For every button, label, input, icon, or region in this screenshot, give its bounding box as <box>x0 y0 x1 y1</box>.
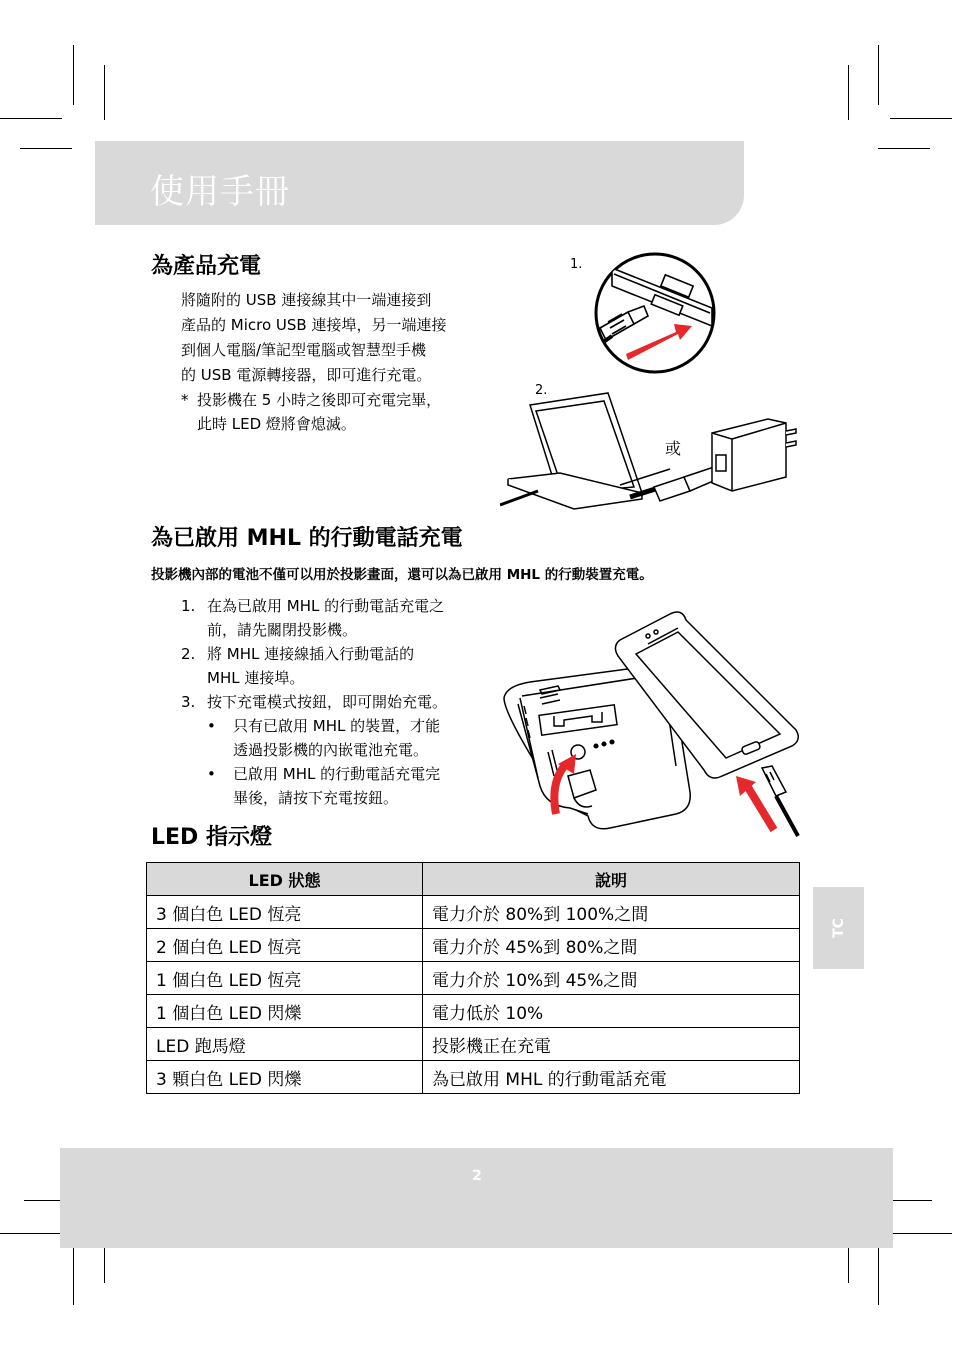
table-cell: 為已啟用 MHL 的行動電話充電 <box>423 1061 800 1094</box>
crop-mark <box>0 118 62 119</box>
crop-mark <box>73 1245 74 1305</box>
table-cell: 電力介於 80%到 100%之間 <box>423 896 800 929</box>
table-cell: 1 個白色 LED 閃爍 <box>147 995 423 1028</box>
figure-label-2: 2. <box>535 383 548 398</box>
page-number: 2 <box>472 1168 482 1184</box>
crop-mark <box>0 1233 62 1234</box>
crop-mark <box>20 148 72 149</box>
list-item: 1. 在為已啟用 MHL 的行動電話充電之 前，請先關閉投影機。 <box>181 597 445 639</box>
table-cell: LED 跑馬燈 <box>147 1028 423 1061</box>
table-row <box>147 995 800 1028</box>
red-arrow-icon <box>746 784 774 830</box>
paragraph-line: 將隨附的 USB 連接線其中一端連接到 <box>181 291 432 309</box>
charge-paragraph <box>181 288 481 388</box>
crop-mark <box>104 65 105 120</box>
crop-mark <box>878 45 879 105</box>
paragraph-line: 的 USB 電源轉接器，即可進行充電。 <box>181 366 432 384</box>
mhl-charge-figure <box>500 606 806 838</box>
language-tab-label: TC <box>830 918 847 938</box>
crop-mark <box>890 1233 952 1234</box>
laptop-adapter-figure <box>500 385 800 510</box>
table-cell: 3 顆白色 LED 閃爍 <box>147 1061 423 1094</box>
section-heading-charge: 為產品充電 <box>151 254 262 279</box>
paragraph-line: 產品的 Micro USB 連接埠，另一端連接 <box>181 316 447 334</box>
footer-band <box>60 1148 893 1248</box>
list-item: • 已啟用 MHL 的行動電話充電完 畢後，請按下充電按鈕。 <box>207 765 441 807</box>
note-asterisk: * <box>181 391 189 409</box>
crop-mark <box>878 1245 879 1305</box>
table-cell: 2 個白色 LED 恆亮 <box>147 929 423 962</box>
page-title: 使用手冊 <box>150 172 290 212</box>
note-line: 投影機在 5 小時之後即可充電完畢， <box>197 391 442 409</box>
table-cell: 1 個白色 LED 恆亮 <box>147 962 423 995</box>
section-heading-mhl: 為已啟用 MHL 的行動電話充電 <box>151 526 463 551</box>
mhl-lead: 投影機內部的電池不僅可以用於投影畫面，還可以為已啟用 MHL 的行動裝置充電。 <box>151 567 653 583</box>
usb-connect-figure <box>592 250 718 376</box>
table-cell: 電力介於 10%到 45%之間 <box>423 962 800 995</box>
table-cell: 3 個白色 LED 恆亮 <box>147 896 423 929</box>
language-tab <box>813 887 864 969</box>
crop-mark <box>848 65 849 120</box>
note-line: 此時 LED 燈將會熄滅。 <box>197 415 356 433</box>
crop-mark <box>73 45 74 105</box>
table-cell: 投影機正在充電 <box>423 1028 800 1061</box>
table-row <box>147 929 800 962</box>
column-header: LED 狀態 <box>147 863 423 896</box>
mhl-steps <box>181 594 481 810</box>
figure-label-1: 1. <box>570 257 583 272</box>
table-row <box>147 962 800 995</box>
list-item: 3. 按下充電模式按鈕，即可開始充電。 • 只有已啟用 MHL 的裝置，才能 透過投影機的內嵌電池充電。 • 已啟用 MHL 的行動電話充電完 畢後，請按下充電按鈕。 <box>181 690 481 810</box>
charge-note <box>181 388 481 436</box>
table-row <box>147 1061 800 1094</box>
list-item: • 只有已啟用 MHL 的裝置，才能 透過投影機的內嵌電池充電。 <box>207 717 441 759</box>
led-status-table <box>146 862 800 1094</box>
crop-mark <box>890 118 952 119</box>
mhl-bullets <box>207 714 481 810</box>
table-header-row <box>147 863 800 896</box>
table-row <box>147 1028 800 1061</box>
table-cell: 電力介於 45%到 80%之間 <box>423 929 800 962</box>
table-row <box>147 896 800 929</box>
list-item: 2. 將 MHL 連接線插入行動電話的 MHL 連接埠。 <box>181 645 415 687</box>
crop-mark <box>878 148 930 149</box>
table-cell: 電力低於 10% <box>423 995 800 1028</box>
or-label: 或 <box>665 439 682 458</box>
paragraph-line: 到個人電腦/筆記型電腦或智慧型手機 <box>181 341 427 359</box>
section-heading-led: LED 指示燈 <box>151 825 272 850</box>
column-header: 說明 <box>423 863 800 896</box>
